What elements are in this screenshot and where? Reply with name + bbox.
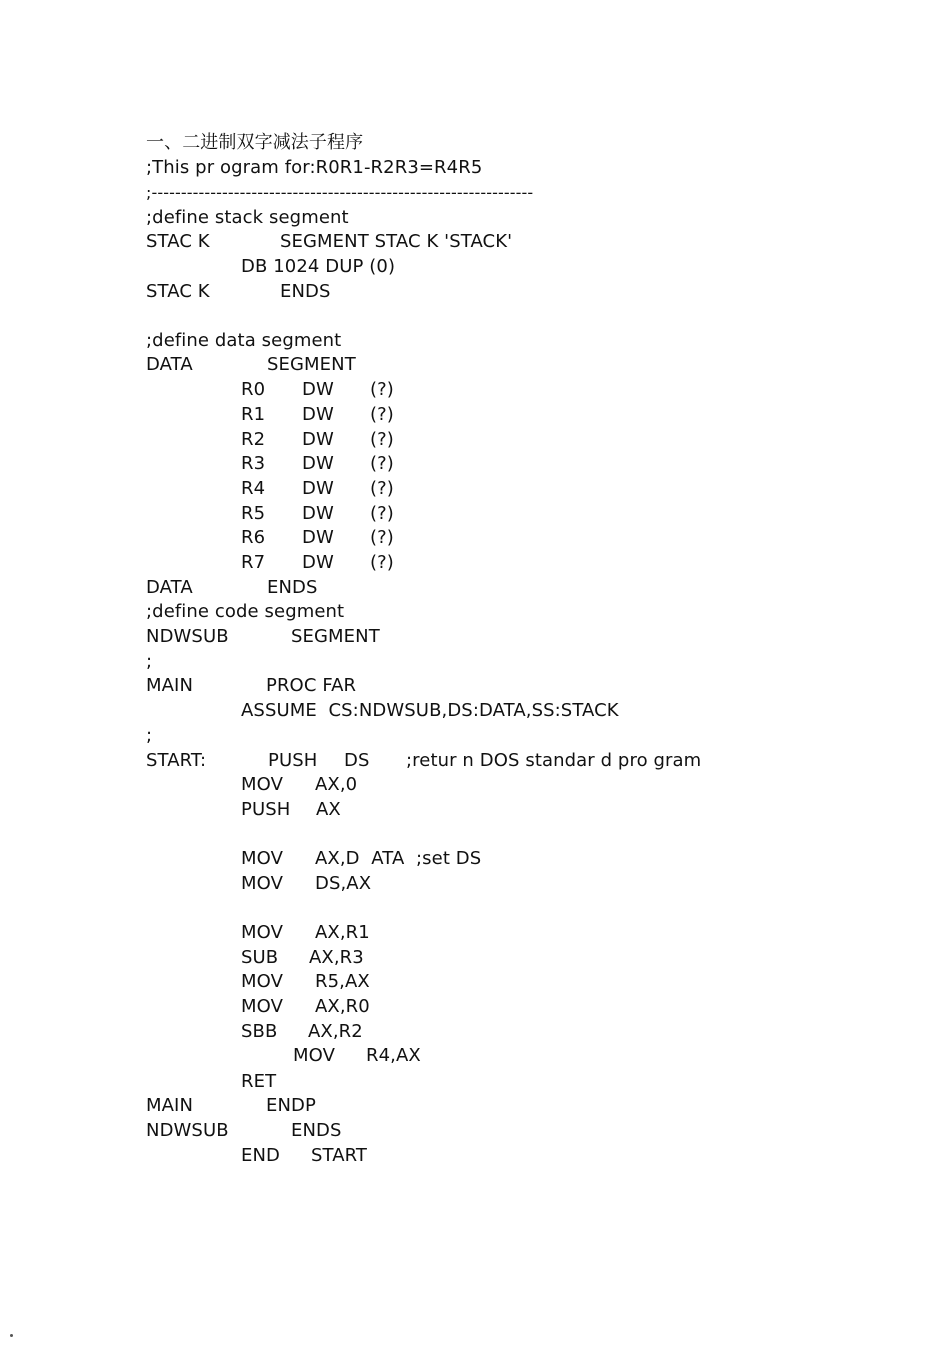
code-opcode: PUSH: [241, 799, 291, 820]
code-opcode: SBB: [241, 1021, 278, 1042]
code-operand: AX,D ATA: [315, 848, 405, 869]
data-type: DW: [302, 453, 334, 474]
code-directive: ENDS: [280, 281, 331, 302]
code-opcode: PUSH: [268, 750, 318, 771]
code-opcode: MOV: [241, 971, 283, 992]
code-label: MAIN: [146, 675, 194, 696]
data-value: (?): [370, 429, 394, 450]
code-label: START:: [146, 750, 207, 771]
data-register: R0: [241, 379, 266, 400]
data-value: (?): [370, 503, 394, 524]
code-operand: R5,AX: [315, 971, 370, 992]
code-label: NDWSUB: [146, 626, 229, 647]
data-register: R3: [241, 453, 266, 474]
code-opcode: MOV: [241, 996, 283, 1017]
code-opcode: END: [241, 1145, 280, 1166]
code-directive: ASSUME CS:NDWSUB,DS:DATA,SS:STACK: [241, 700, 619, 721]
separator-line: ;-----------------------------------------------------------------: [146, 183, 534, 202]
code-comment: ;retur n DOS standar d pro gram: [406, 750, 702, 771]
code-operand: AX,R1: [315, 922, 370, 943]
code-opcode: SUB: [241, 947, 279, 968]
data-value: (?): [370, 404, 394, 425]
code-directive: ENDS: [291, 1120, 342, 1141]
data-value: (?): [370, 453, 394, 474]
code-line: ;define data segment: [146, 330, 342, 351]
code-line: ;define stack segment: [146, 207, 349, 228]
data-register: R6: [241, 527, 266, 548]
data-type: DW: [302, 503, 334, 524]
code-directive: ENDS: [267, 577, 318, 598]
code-line: ;define code segment: [146, 601, 345, 622]
code-operand: DS,AX: [315, 873, 372, 894]
code-operand: R4,AX: [366, 1045, 421, 1066]
code-opcode: MOV: [241, 922, 283, 943]
data-type: DW: [302, 404, 334, 425]
code-operand: AX: [316, 799, 341, 820]
code-label: NDWSUB: [146, 1120, 229, 1141]
code-directive: PROC FAR: [266, 675, 357, 696]
code-line: ;This pr ogram for:R0R1-R2R3=R4R5: [146, 157, 483, 178]
code-operand: DS: [344, 750, 370, 771]
code-operand: AX,0: [315, 774, 358, 795]
scan-speck: [10, 1334, 13, 1337]
code-comment: ;set DS: [416, 848, 482, 869]
code-opcode: MOV: [241, 873, 283, 894]
code-opcode: MOV: [293, 1045, 335, 1066]
code-directive: SEGMENT STAC K 'STACK': [280, 231, 513, 252]
code-label: STAC K: [146, 281, 210, 302]
data-value: (?): [370, 478, 394, 499]
code-operand: START: [311, 1145, 368, 1166]
code-operand: AX,R3: [309, 947, 364, 968]
code-opcode: MOV: [241, 848, 283, 869]
document-heading: 一、二进制双字减法子程序: [146, 132, 364, 153]
code-label: DATA: [146, 577, 193, 598]
code-line: ;: [146, 725, 153, 746]
data-register: R4: [241, 478, 266, 499]
data-value: (?): [370, 552, 394, 573]
data-type: DW: [302, 527, 334, 548]
data-register: R7: [241, 552, 266, 573]
code-label: STAC K: [146, 231, 210, 252]
data-register: R1: [241, 404, 266, 425]
code-directive: SEGMENT: [267, 354, 356, 375]
data-register: R2: [241, 429, 266, 450]
data-type: DW: [302, 429, 334, 450]
code-opcode: RET: [241, 1071, 277, 1092]
data-register: R5: [241, 503, 266, 524]
data-value: (?): [370, 379, 394, 400]
code-operand: AX,R0: [315, 996, 370, 1017]
code-operand: AX,R2: [308, 1021, 363, 1042]
code-directive: SEGMENT: [291, 626, 380, 647]
code-opcode: MOV: [241, 774, 283, 795]
data-type: DW: [302, 552, 334, 573]
code-line: ;: [146, 651, 153, 672]
data-type: DW: [302, 478, 334, 499]
code-directive: ENDP: [266, 1095, 316, 1116]
code-label: MAIN: [146, 1095, 194, 1116]
data-value: (?): [370, 527, 394, 548]
data-type: DW: [302, 379, 334, 400]
code-directive: DB 1024 DUP (0): [241, 256, 396, 277]
code-label: DATA: [146, 354, 193, 375]
